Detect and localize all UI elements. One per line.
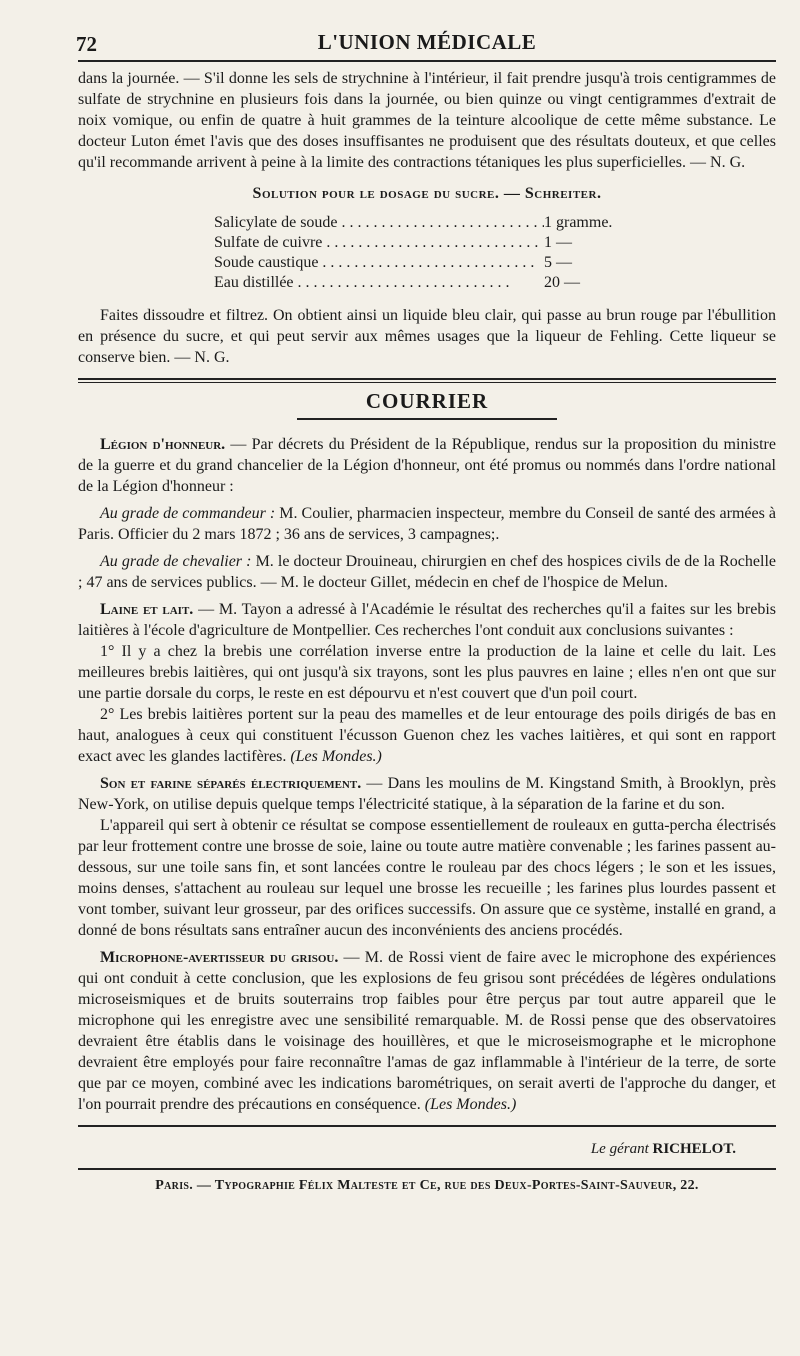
running-title: L'UNION MÉDICALE	[317, 30, 537, 54]
recipe-row: Soude caustique . . . 5 —	[214, 253, 634, 273]
laine-source: (Les Mondes.)	[290, 748, 382, 765]
page-number: 72	[76, 32, 97, 56]
signature-label: Le gérant	[590, 1141, 649, 1157]
son-paragraph: Son et farine séparés électriquement. — Dans les moulins de M. Kingstand Smith, à Brooklyn, près New-York, on utilise depuis quelque temps l'électricité statique, à la séparation de la farine et du son.	[78, 775, 776, 813]
laine-heading: Laine et lait.	[100, 601, 194, 618]
recipe-list	[214, 213, 634, 293]
solution-title: Solution pour le dosage du sucre. — Schreiter.	[252, 185, 602, 202]
header-rule	[78, 60, 776, 62]
son-paragraph-2: L'appareil qui sert à obtenir ce résultat se compose essentiellement de rouleaux en gutta-percha électrisés par leur frottement contre une brosse de soie, laine ou toute autre matière convenable ; les farines passent au-dessous, sur une toile sans fin, et sont lancées contre le rouleau par des chocs légers ; le son et les issues, moins denses, s'attachent au rouleau sur lequel une brosse les recueille ; les farines plus lourdes passent et vont tomber, suivant leur grosseur, par des orifices successifs. On assure que ce système, installé en grand, a donné de bons résultats sans entraîner aucun des inconvénients des anciens procédés.	[78, 817, 776, 939]
courrier-rule-top-thin	[78, 382, 776, 383]
imprint: Paris. — Typographie Félix Malteste et Ce, rue des Deux-Portes-Saint-Sauveur, 22.	[155, 1178, 699, 1193]
legion-paragraph: Légion d'honneur. — Par décrets du Président de la République, rendus sur la proposition du ministre de la guerre et du grand chancelier de la Légion d'honneur, ont été promus ou nommés dans l'ordre national de la Légion d'honneur :	[78, 436, 776, 495]
chevalier-label: Au grade de chevalier :	[100, 553, 252, 570]
microphone-source: (Les Mondes.)	[424, 1096, 517, 1113]
microphone-paragraph: Microphone-avertisseur du grisou. — M. de Rossi vient de faire avec le microphone des expériences qui ont conduit à cette conclusion, que les explosions de feu grisou sont précédées de légères ondulations microseismiques et de bruits souterrains trop faibles pour être perçus par tout autre appareil que le microphone qui les enregistre avec une sensibilité remarquable. M. de Rossi pense que des observatoires devraient être établis dans le voisinage des houillères, et que le microseismographe et le microphone devraient être employés pour faire reconnaître l'amas de gaz inflammable à l'intérieur de la terre, de sorte que par ce moyen, combiné avec les indications barométriques, on serait averti de l'approche du danger, et l'on pourrait prendre des précautions en conséquence. (Les Mondes.)	[78, 949, 777, 1113]
laine-paragraph: Laine et lait. — M. Tayon a adressé à l'Académie le résultat des recherches qu'il a faites sur les brebis laitières à l'école d'agriculture de Montpellier. Ces recherches l'ont conduit aux conclusions suivantes :	[78, 601, 777, 639]
footer-rule	[78, 1125, 776, 1127]
commandeur-paragraph: Au grade de commandeur : M. Coulier, pharmacien inspecteur, membre du Conseil de santé des armées à Paris. Officier du 2 mars 1872 ; 36 ans de services, 3 campagnes;.	[78, 505, 776, 543]
solution-text: Faites dissoudre et filtrez. On obtient ainsi un liquide bleu clair, qui passe au brun rouge par l'ébullition en présence du sucre, et qui peut servir aux mêmes usages que la liqueur de Fehling. Cette liqueur se conserve bien. — N. G.	[78, 307, 776, 366]
commandeur-label: Au grade de commandeur :	[100, 505, 276, 522]
son-heading: Son et farine séparés électriquement.	[100, 775, 362, 792]
courrier-title: COURRIER	[365, 389, 489, 413]
recipe-row: Salicylate de soude . . . 1 gramme.	[214, 213, 634, 233]
recipe-row: Sulfate de cuivre . . . 1 —	[214, 233, 634, 253]
courrier-short-rule	[297, 418, 557, 420]
laine-point-2: 2° Les brebis laitières portent sur la peau des mamelles et de leur entourage des poils dirigés de bas en haut, analogues à ceux qui constituent l'écusson Guenon chez les vaches laitières, et qui sont en rapport exact avec les glandes lactifères. (Les Mondes.)	[78, 706, 776, 765]
legion-heading: Légion d'honneur.	[100, 436, 226, 453]
signature-name: RICHELOT.	[652, 1141, 736, 1157]
intro-paragraph: dans la journée. — S'il donne les sels de strychnine à l'intérieur, il fait prendre jusqu'à trois centigrammes de sulfate de strychnine en plusieurs fois dans la journée, ou bien quinze ou vingt centigrammes d'extrait de noix vomique, ou enfin de quatre à huit grammes de la teinture alcoolique de cette même substance. Le docteur Luton émet l'avis que des doses insuffisantes ne produisent que des résultats douteux, et que celles qu'il recommande arrivent à peine à la limite des contractions tétaniques les plus superficielles. — N. G.	[78, 70, 776, 171]
imprint-rule	[78, 1168, 776, 1170]
chevalier-paragraph: Au grade de chevalier : M. le docteur Drouineau, chirurgien en chef des hospices civils de de la Rochelle ; 47 ans de services publics. — M. le docteur Gillet, médecin en chef de l'hospice de Melun.	[78, 553, 776, 591]
microphone-heading: Microphone-avertisseur du grisou.	[100, 949, 339, 966]
signature	[78, 1141, 736, 1158]
courrier-rule-top	[78, 378, 776, 380]
page-header	[78, 22, 776, 60]
recipe-row: Eau distillée . . . 20 —	[214, 273, 634, 293]
laine-point-1: 1° Il y a chez la brebis une corrélation inverse entre la production de la laine et celle du lait. Les meilleures brebis laitières, qui ont jusqu'à six trayons, sont les plus pauvres en laine ; elles n'en ont que sur une partie dorsale du corps, le reste en est dépourvu et n'est couvert que d'un poil court.	[78, 643, 776, 702]
